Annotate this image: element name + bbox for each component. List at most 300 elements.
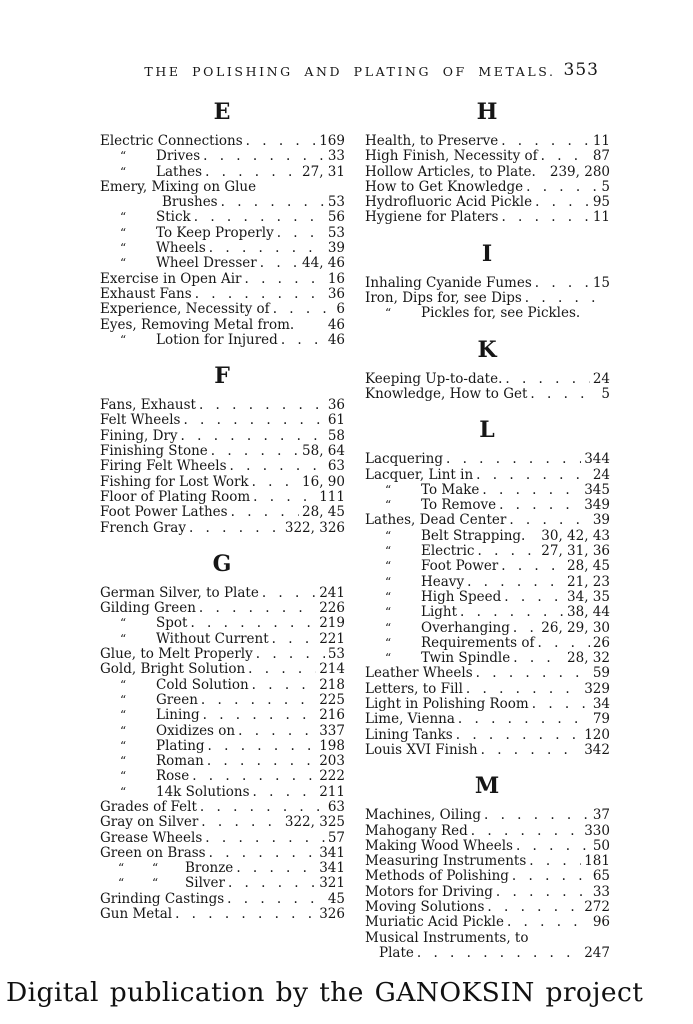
entry-text: Leather Wheels (365, 665, 473, 682)
leader-dots (509, 513, 590, 528)
entry-pages: 33 (327, 148, 345, 165)
index-entry (100, 662, 345, 677)
entry-pages: 219 (319, 615, 345, 632)
entry-text: Making Wood Wheels (365, 837, 513, 854)
leader-dots (252, 678, 317, 693)
index-entry (365, 946, 610, 961)
entry-text: Hollow Articles, to Plate. (365, 163, 536, 180)
entry-pages: 36 (327, 397, 345, 414)
index-section-m (365, 773, 610, 961)
entry-text: Stick (156, 209, 191, 226)
index-entry (100, 287, 345, 302)
index-entry (100, 490, 345, 505)
leader-dots (246, 134, 317, 149)
leader-dots (192, 769, 316, 784)
footer-credit: Digital publication by the GANOKSIN project (6, 977, 644, 1008)
entry-text: Motors for Driving (365, 883, 493, 900)
leader-dots (281, 333, 325, 348)
entry-pages: 16, 90 (302, 473, 345, 490)
ditto-mark: “ (120, 616, 127, 631)
entry-pages: 181 (584, 853, 610, 870)
leader-dots (207, 754, 316, 769)
entry-pages: 61 (327, 412, 345, 429)
index-entry (365, 712, 610, 727)
index-entry (100, 302, 345, 317)
index-section-l (365, 417, 610, 758)
index-entry (100, 459, 345, 474)
entry-pages: 330 (584, 822, 610, 839)
index-column-left (100, 96, 345, 961)
leader-dots (203, 708, 317, 723)
ditto-mark: “ (385, 306, 392, 321)
index-entry (100, 333, 345, 348)
index-entry (100, 815, 345, 830)
leader-dots (535, 276, 590, 291)
leader-dots (456, 728, 581, 743)
index-entry (100, 134, 345, 149)
leader-dots (417, 946, 581, 961)
page-number: 353 (563, 60, 599, 80)
index-entry (365, 605, 610, 620)
entry-text: Methods of Polishing (365, 868, 509, 885)
entry-pages: 6 (336, 301, 345, 318)
ditto-mark: “ (385, 635, 392, 650)
index-column-right (365, 96, 610, 961)
index-entry (100, 475, 345, 490)
ditto-mark: “ (120, 784, 127, 799)
leader-dots (252, 475, 299, 490)
entry-text: How to Get Knowledge (365, 178, 524, 195)
leader-dots (505, 372, 589, 387)
index-entry (100, 892, 345, 907)
ditto-mark: “ (120, 164, 127, 179)
section-letter: G (212, 550, 233, 577)
entry-text: Health, to Preserve (365, 133, 499, 149)
leader-dots (260, 256, 299, 271)
entry-pages: 34 (592, 696, 610, 713)
ditto-mark: “ (120, 332, 127, 347)
entry-text: Experience, Necessity of (100, 301, 270, 318)
leader-dots (467, 575, 564, 590)
ditto-mark: “ (152, 876, 159, 891)
entry-pages: 63 (327, 458, 345, 475)
leader-dots (208, 739, 317, 754)
entry-pages: 341 (319, 844, 345, 861)
index-entry (100, 693, 345, 708)
index-entry (365, 180, 610, 195)
leader-dots (460, 605, 564, 620)
leader-dots (205, 165, 299, 180)
leader-dots (481, 743, 582, 758)
entry-pages: 53 (327, 646, 345, 663)
ditto-mark: “ (120, 723, 127, 738)
entry-text: Grease Wheels (100, 829, 203, 846)
index-entry (100, 724, 345, 739)
index-entry (365, 291, 610, 306)
entry-text: Lime, Vienna (365, 711, 455, 728)
index-entry (365, 529, 610, 544)
entry-text: Brushes (162, 194, 218, 211)
index-entry (100, 601, 345, 616)
entry-text: Light (421, 604, 458, 621)
entry-pages: 57 (327, 829, 345, 846)
entry-pages: 111 (319, 488, 345, 505)
leader-dots (538, 636, 590, 651)
leader-dots (458, 712, 590, 727)
entry-pages: 27, 31, 36 (541, 543, 610, 560)
index-entry (100, 647, 345, 662)
index-entry (365, 808, 610, 823)
entry-text: Drives (156, 148, 201, 165)
index-entry (100, 226, 345, 241)
leader-dots (496, 885, 590, 900)
index-entry (100, 413, 345, 428)
leader-dots (175, 907, 316, 922)
entry-pages: 26 (592, 634, 610, 651)
leader-dots (227, 892, 325, 907)
entry-text: Keeping Up-to-date. (365, 370, 503, 387)
index-entry (100, 256, 345, 271)
index-entry (365, 276, 610, 291)
ditto-mark: “ (120, 754, 127, 769)
entry-text: Belt Strapping. (421, 527, 526, 544)
entry-pages: 28, 32 (567, 650, 610, 667)
index-entry (100, 586, 345, 601)
entry-pages: 34, 35 (567, 588, 610, 605)
entry-pages: 169 (319, 133, 345, 149)
index-entry (365, 900, 610, 915)
entry-text: High Finish, Necessity of (365, 148, 538, 165)
entry-pages: 27, 31 (302, 163, 345, 180)
index-entry (100, 632, 345, 647)
index-entry (100, 739, 345, 754)
entry-text: Wheel Dresser (156, 255, 257, 272)
index-section-e (100, 99, 345, 348)
index-entry (365, 149, 610, 164)
entry-text: Cold Solution (156, 676, 249, 693)
entry-text: Pickles for, see Pickles. (421, 305, 581, 322)
index-entry (365, 636, 610, 651)
entry-pages: 345 (584, 481, 610, 498)
leader-dots (195, 287, 325, 302)
entry-text: French Gray (100, 519, 186, 536)
ditto-mark: “ (385, 482, 392, 497)
leader-dots (209, 241, 325, 256)
entry-text: Inhaling Cyanide Fumes (365, 274, 532, 291)
entry-pages: 58 (327, 427, 345, 444)
index-entry (100, 876, 345, 891)
index-entry (100, 165, 345, 180)
leader-dots (277, 226, 325, 241)
index-entry (100, 785, 345, 800)
entry-text: Gray on Silver (100, 814, 199, 831)
entry-text: Hygiene for Platers (365, 209, 499, 226)
index-entry (365, 854, 610, 869)
leader-dots (512, 869, 590, 884)
section-letter: F (214, 363, 231, 390)
entry-text: Lotion for Injured (156, 331, 278, 348)
entry-text: Gold, Bright Solution (100, 661, 246, 678)
index-entry (365, 590, 610, 605)
entry-pages: 272 (584, 898, 610, 915)
entry-pages: 79 (592, 711, 610, 728)
leader-dots (262, 586, 316, 601)
leader-dots (221, 195, 325, 210)
ditto-mark: “ (120, 241, 127, 256)
entry-text: Lacquering (365, 451, 444, 468)
leader-dots (525, 291, 607, 306)
entry-pages: 322, 326 (284, 519, 345, 536)
entry-text: Heavy (421, 573, 465, 590)
entry-text: Light in Polishing Room (365, 696, 529, 713)
ditto-mark: “ (120, 225, 127, 240)
entry-text: Silver (185, 875, 225, 892)
ditto-mark: “ (120, 692, 127, 707)
entry-text: Fans, Exhaust (100, 397, 196, 414)
index-entry (365, 697, 610, 712)
index-entry (365, 559, 610, 574)
index-section-k (365, 337, 610, 403)
leader-dots (476, 468, 590, 483)
entry-text: Fining, Dry (100, 427, 178, 444)
entry-text: Roman (156, 753, 204, 770)
index-entry (100, 318, 345, 333)
index-entry (365, 372, 610, 387)
entry-text: Wheels (156, 240, 206, 257)
index-entry (365, 452, 610, 467)
leader-dots (446, 452, 581, 467)
index-entry (100, 769, 345, 784)
entry-text: Grades of Felt (100, 798, 197, 815)
index-columns (100, 96, 610, 961)
entry-text: Oxidizes on (156, 722, 236, 739)
leader-dots (487, 900, 581, 915)
leader-dots (526, 180, 598, 195)
entry-text: Emery, Mixing on Glue (100, 178, 257, 195)
entry-pages: 38, 44 (567, 604, 610, 621)
entry-text: To Remove (421, 497, 497, 514)
entry-pages: 37 (592, 807, 610, 824)
entry-pages: 120 (584, 726, 610, 743)
entry-pages: 198 (319, 737, 345, 754)
entry-pages: 95 (592, 194, 610, 211)
entry-text: Lining (156, 707, 200, 724)
entry-pages: 222 (319, 768, 345, 785)
entry-text: Lathes (156, 163, 203, 180)
entry-pages: 216 (319, 707, 345, 724)
index-entry (100, 210, 345, 225)
entry-pages: 341 (319, 860, 345, 877)
leader-dots (501, 134, 590, 149)
entry-pages: 53 (327, 224, 345, 241)
entry-text: Mahogany Red (365, 822, 468, 839)
entry-pages: 322, 325 (284, 814, 345, 831)
entry-text: Exhaust Fans (100, 285, 192, 302)
leader-dots (471, 824, 581, 839)
leader-dots (209, 846, 317, 861)
index-section-i (365, 241, 610, 322)
page-header-title: THE POLISHING AND PLATING OF METALS. (144, 64, 556, 79)
ditto-mark: “ (120, 210, 127, 225)
running-head (95, 60, 605, 80)
entry-text: German Silver, to Plate (100, 584, 259, 601)
entry-text: Hydrofluoric Acid Pickle (365, 194, 533, 211)
leader-dots (228, 876, 316, 891)
index-entry (100, 429, 345, 444)
ditto-mark: “ (385, 589, 392, 604)
index-entry (100, 678, 345, 693)
entry-text: Gilding Green (100, 600, 196, 617)
entry-text: Gun Metal (100, 906, 173, 923)
index-entry (365, 915, 610, 930)
index-entry (365, 839, 610, 854)
leader-dots (199, 601, 316, 616)
ditto-mark: “ (120, 677, 127, 692)
entry-pages: 221 (319, 630, 345, 647)
index-entry (100, 505, 345, 520)
entry-text: Lining Tanks (365, 726, 453, 743)
entry-text: Plating (156, 737, 205, 754)
entry-text: Louis XVI Finish (365, 741, 478, 758)
index-entry (365, 306, 610, 321)
index-entry (100, 521, 345, 536)
leader-dots (535, 195, 590, 210)
leader-dots (211, 444, 299, 459)
leader-dots (532, 697, 590, 712)
index-entry (100, 444, 345, 459)
entry-text: Green on Brass (100, 844, 206, 861)
entry-text: Glue, to Melt Properly (100, 646, 253, 663)
entry-pages: 50 (592, 837, 610, 854)
entry-text: Electric (421, 543, 475, 560)
index-entry (365, 931, 610, 946)
index-entry (100, 149, 345, 164)
leader-dots (256, 647, 325, 662)
index-entry (100, 616, 345, 631)
section-letter: M (474, 773, 501, 800)
ditto-mark: “ (385, 574, 392, 589)
ditto-mark: “ (120, 769, 127, 784)
section-letter: H (476, 99, 499, 125)
ditto-mark: “ (120, 738, 127, 753)
ditto-mark: “ (385, 528, 392, 543)
leader-dots (248, 662, 316, 677)
index-entry (100, 754, 345, 769)
entry-text: Fishing for Lost Work (100, 473, 249, 490)
leader-dots (253, 490, 316, 505)
leader-dots (507, 915, 590, 930)
leader-dots (205, 831, 325, 846)
leader-dots (236, 861, 316, 876)
ditto-mark: “ (120, 708, 127, 723)
entry-text: Moving Solutions (365, 898, 485, 915)
entry-text: Muriatic Acid Pickle (365, 914, 504, 931)
entry-text: Rose (156, 768, 190, 785)
index-entry (365, 210, 610, 225)
leader-dots (516, 839, 590, 854)
index-entry (365, 134, 610, 149)
index-entry (365, 165, 610, 180)
leader-dots (482, 483, 581, 498)
index-entry (365, 483, 610, 498)
entry-pages: 45 (327, 890, 345, 907)
entry-text: Measuring Instruments (365, 853, 527, 870)
leader-dots (504, 590, 564, 605)
leader-dots (230, 459, 325, 474)
ditto-mark: “ (385, 605, 392, 620)
entry-pages: 26, 29, 30 (541, 619, 610, 636)
entry-text: Bronze (185, 860, 234, 877)
index-entry (365, 387, 610, 402)
ditto-mark: “ (385, 544, 392, 559)
entry-text: Overhanging (421, 619, 510, 636)
entry-pages: 214 (319, 661, 345, 678)
ditto-mark: “ (385, 498, 392, 513)
leader-dots (466, 682, 581, 697)
leader-dots (501, 210, 589, 225)
index-entry (365, 743, 610, 758)
entry-pages: 218 (319, 676, 345, 693)
index-entry (100, 195, 345, 210)
entry-pages: 24 (592, 370, 610, 387)
entry-pages: 241 (319, 584, 345, 601)
leader-dots (181, 429, 325, 444)
entry-pages: 53 (327, 194, 345, 211)
index-entry (100, 272, 345, 287)
entry-pages: 28, 45 (567, 558, 610, 575)
entry-pages: 16 (327, 270, 345, 287)
entry-text: 14k Solutions (156, 783, 250, 800)
leader-dots (201, 815, 282, 830)
entry-pages: 239, 280 (549, 163, 610, 180)
leader-dots (231, 505, 299, 520)
index-entry (100, 907, 345, 922)
entry-pages: 39 (327, 240, 345, 257)
entry-text: Machines, Oiling (365, 807, 481, 824)
entry-text: Electric Connections (100, 133, 243, 149)
entry-pages: 337 (319, 722, 345, 739)
entry-pages: 349 (584, 497, 610, 514)
entry-pages: 5 (601, 178, 610, 195)
entry-pages: 96 (592, 914, 610, 931)
ditto-mark: “ (385, 559, 392, 574)
ditto-mark: “ (385, 651, 392, 666)
leader-dots (541, 149, 590, 164)
entry-pages: 58, 64 (302, 443, 345, 460)
entry-pages: 226 (319, 600, 345, 617)
index-entry (365, 195, 610, 210)
index-section-h (365, 99, 610, 226)
entry-pages: 30, 42, 43 (541, 527, 610, 544)
ditto-mark: “ (152, 861, 159, 876)
entry-text: Foot Power Lathes (100, 504, 228, 521)
index-entry (365, 885, 610, 900)
index-entry (365, 728, 610, 743)
leader-dots (499, 498, 581, 513)
leader-dots (484, 808, 590, 823)
entry-pages: 15 (592, 274, 610, 291)
leader-dots (203, 149, 325, 164)
leader-dots (199, 398, 325, 413)
entry-text: Knowledge, How to Get (365, 385, 528, 402)
entry-text: Lacquer, Lint in (365, 466, 474, 483)
leader-dots (245, 272, 325, 287)
ditto-mark: “ (120, 631, 127, 646)
entry-text: Lathes, Dead Center (365, 512, 507, 529)
entry-pages: 44, 46 (302, 255, 345, 272)
entry-pages: 46 (327, 331, 345, 348)
index-entry (365, 621, 610, 636)
